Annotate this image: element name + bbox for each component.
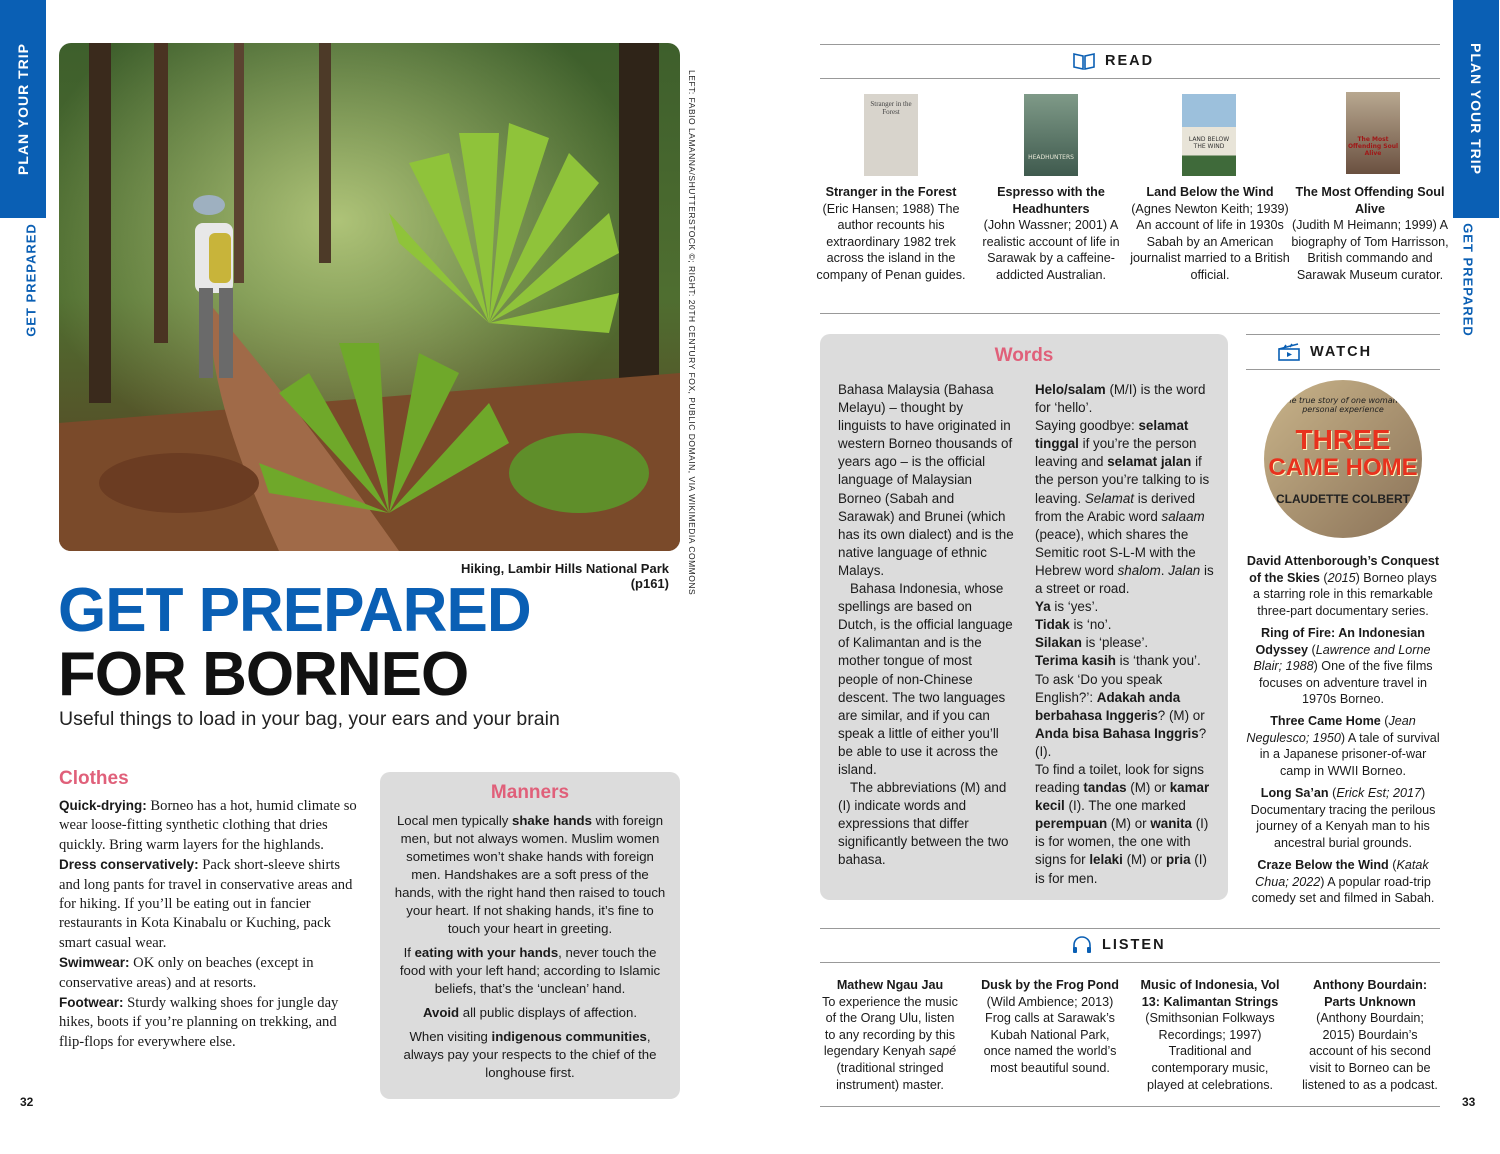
listen-entry: Anthony Bourdain: Parts Unknown (Anthony Bourdain; 2015) Bourdain’s account of his second visit to Borneo can be listened to as a podcast. [1302, 978, 1438, 1092]
clothes-item: Swimwear: OK only on beaches (except in conservative areas) and at resorts. [59, 955, 314, 991]
divider [820, 962, 1440, 963]
clothes-heading: Clothes [59, 768, 129, 789]
side-tab-right [1453, 0, 1499, 218]
manners-heading: Manners [490, 782, 570, 803]
divider [820, 928, 1440, 929]
listen-header [1072, 936, 1166, 954]
photo-credit: LEFT: FABIO LAMANNA/SHUTTERSTOCK ©; RIGHT: 20TH CENTURY FOX, PUBLIC DOMAIN, VIA WIKIMEDIA COMMONS [687, 70, 697, 596]
divider [820, 313, 1440, 314]
watch-entry: Long Sa’an (Erick Est; 2017) Documentary tracing the perilous journey of a Kenyah man to his ancestral burial grounds. [1250, 786, 1436, 850]
watch-entry: Craze Below the Wind (Katak Chua; 2022) A popular road-trip comedy set and filmed in Sabah. [1251, 858, 1435, 906]
clothes-item: Quick-drying: Borneo has a hot, humid climate so wear loose-fitting synthetic clothing that dries quickly. Bring warm layers for the highlands. [59, 798, 357, 853]
watch-entry: Three Came Home (Jean Negulesco; 1950) A tale of survival in a Japanese prisoner-of-war camp in WWII Borneo. [1246, 714, 1440, 778]
manners-paragraph: Local men typically shake hands with foreign men, but not always women. Muslim women sometimes won’t shake hands with foreign men. Handshakes are a soft press of the hands, with the right hand then raised to touch your heart. If not shaking hands, it’s fine to touch your heart in greeting. [394, 813, 666, 936]
watch-header [1278, 343, 1372, 361]
manners-paragraph: If eating with your hands, never touch the food with your left hand; according to Islamic beliefs, that’s the ‘unclean’ hand. [399, 945, 661, 996]
side-sub-label: GET PREPARED [1460, 223, 1476, 337]
book-cover: Stranger in the Forest [864, 94, 918, 176]
page-number-left: 32 [20, 1095, 34, 1109]
listen-heading: LISTEN [1102, 937, 1166, 953]
clothes-item: Footwear: Sturdy walking shoes for jungle day hikes, boots if you’re planning on trekking, and flip-flops for everywhere else. [59, 995, 339, 1050]
divider [1246, 334, 1440, 335]
side-tab-label: PLAN YOUR TRIP [1468, 43, 1484, 175]
book-cover: HEADHUNTERS [1024, 94, 1078, 176]
read-header [1073, 52, 1154, 70]
book-icon [1073, 52, 1095, 70]
watch-entry: David Attenborough’s Conquest of the Skies (2015) Borneo plays a starring role in this remarkable three-part documentary series. [1246, 554, 1440, 618]
movie-poster: The true story of one woman’s personal experience THREE CAME HOME CLAUDETTE COLBERT [1264, 380, 1422, 538]
words-heading: Words [994, 345, 1054, 366]
words-box [820, 334, 1228, 900]
listen-entry: Music of Indonesia, Vol 13: Kalimantan Strings (Smithsonian Folkways Recordings; 1997) Traditional and contemporary music, played at celebrations. [1140, 978, 1280, 1092]
page-subtitle: Useful things to load in your bag, your ears and your brain [59, 708, 560, 730]
hiking-photo [59, 43, 680, 551]
side-sub-label: GET PREPARED [23, 223, 39, 337]
photo-caption: Hiking, Lambir Hills National Park (p161) [460, 561, 669, 591]
divider [820, 78, 1440, 79]
manners-box [380, 772, 680, 1099]
listen-entry: Dusk by the Frog Pond (Wild Ambience; 2013) Frog calls at Sarawak’s Kubah National Park, once named the world’s most beautiful sound. [981, 978, 1119, 1075]
side-tab-left [0, 0, 46, 218]
book-entry: Land Below the Wind (Agnes Newton Keith; 1939) An account of life in 1930s Sabah by an American journalist married to a British official. [1130, 185, 1290, 282]
manners-paragraph: Avoid all public displays of affection. [422, 1005, 638, 1020]
page-number-right: 33 [1462, 1095, 1476, 1109]
book-entry: The Most Offending Soul Alive (Judith M Heimann; 1999) A biography of Tom Harrisson, British commando and Sarawak Museum curator. [1291, 185, 1449, 282]
book-entry: Stranger in the Forest (Eric Hansen; 1988) The author recounts his extraordinary 1982 trek across the island in the company of Penan guides. [816, 185, 966, 282]
listen-entry: Mathew Ngau Jau To experience the music of the Orang Ulu, listen to any recording by this legendary Kenyah sapé (traditional stringed instrument) master. [822, 978, 958, 1092]
words-intro: Bahasa Malaysia (Bahasa Melayu) – thought by linguists to have originated in western Borneo thousands of years ago – is the official language of Malaysian Borneo (Sabah and Sarawak) and Brunei (which has its own dialect) and is the native language of ethnic Malays. Bahasa Indonesia, whose spellings are based on Dutch, is the official language of Kalimantan and is the mother tongue of most people of non-Chinese descent. The two languages are similar, and if you can speak a little of either you’ll be able to use it across the island. The abbreviations (M) and (I) indicate words and expressions that differ significantly between the two bahasa. [838, 382, 1014, 868]
watch-entry: Ring of Fire: An Indonesian Odyssey (Lawrence and Lorne Blair; 1988) One of the five films focuses on adventure travel in 1970s Borneo. [1253, 626, 1433, 707]
side-tab-label: PLAN YOUR TRIP [15, 43, 31, 175]
divider [820, 44, 1440, 45]
book-cover: The Most Offending Soul Alive [1346, 92, 1400, 174]
book-cover: LAND BELOW THE WIND [1182, 94, 1236, 176]
film-clapper-icon [1278, 343, 1300, 361]
page-title-line1: GET PREPARED [58, 576, 531, 645]
page-title-line2: FOR BORNEO [58, 640, 469, 709]
clothes-item: Dress conservatively: Pack short-sleeve shirts and long pants for travel in conservative areas and for hiking. If you’ll be eating out in fancier restaurants in Kota Kinabalu or Kuching, pack smart casual wear. [59, 857, 353, 951]
divider [820, 1106, 1440, 1107]
clothes-section [59, 768, 359, 1052]
watch-heading: WATCH [1310, 344, 1373, 360]
words-phrases: Helo/salam (M/I) is the word for ‘hello’. Saying goodbye: selamat tinggal if you’re the person leaving and selamat jalan if the person you’re talking to is leaving. Selamat is derived from the Arabic word salaam (peace), which shares the Semitic root S-L-M with the Hebrew word shalom. Jalan is a street or road. Ya is ‘yes’. Tidak is ‘no’. Silakan is ‘please’. Terima kasih is ‘thank you’. To ask ‘Do you speak English?’: Adakah anda berbahasa Inggeris? (M) or Anda bisa Bahasa Inggris? (I). To find a toilet, look for signs reading tandas (M) or kamar kecil (I). The one marked perempuan (M) or wanita (I) is for women, the one with signs for lelaki (M) or pria (I) is for men. [1035, 382, 1214, 886]
headphones-icon [1072, 936, 1092, 954]
manners-paragraph: When visiting indigenous communities, always pay your respects to the chief of the longhouse first. [403, 1029, 657, 1080]
divider [1246, 369, 1440, 370]
read-heading: READ [1105, 53, 1155, 69]
book-entry: Espresso with the Headhunters (John Wassner; 2001) A realistic account of life in Sarawak by a caffeine-addicted Australian. [982, 185, 1120, 282]
